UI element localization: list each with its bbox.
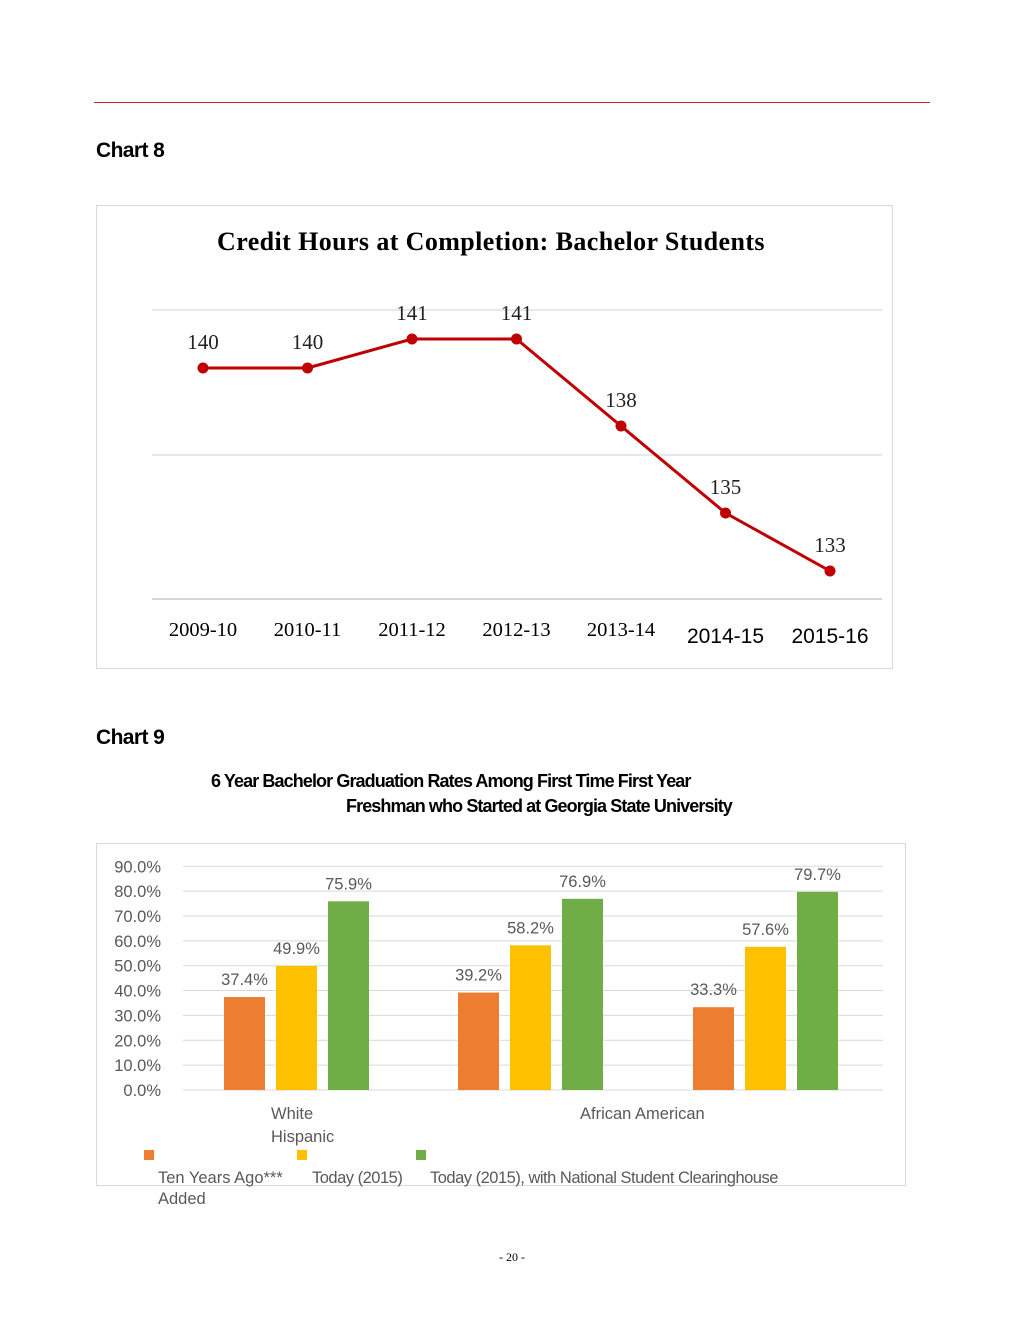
- chart8-data-point: [302, 363, 313, 374]
- chart9-y-tick-label: 60.0%: [114, 932, 161, 951]
- chart9-frame: [96, 843, 906, 1186]
- chart9-heading: Chart 9: [96, 726, 165, 749]
- chart8-data-label: 140: [291, 330, 324, 354]
- chart9-data-label: 49.9%: [273, 939, 320, 958]
- chart9-x-category-label: African American: [580, 1105, 705, 1123]
- chart8-x-tick-label: 2010-11: [273, 619, 342, 641]
- chart9-y-tick-label: 80.0%: [114, 883, 161, 902]
- chart9-data-label: 39.2%: [455, 966, 502, 985]
- chart9-y-tick-label: 30.0%: [114, 1007, 161, 1026]
- chart8-data-label: 141: [500, 301, 533, 325]
- chart8-frame: [96, 205, 893, 669]
- chart8-x-tick-label: 2012-13: [482, 619, 551, 641]
- chart9-legend-label: Today (2015), with National Student Clearinghouse: [430, 1169, 778, 1187]
- chart8-x-tick-label: 2015-16: [791, 625, 869, 648]
- chart8-data-point: [407, 334, 418, 345]
- chart9-x-category-label: Hispanic: [271, 1128, 335, 1146]
- chart9-data-label: 33.3%: [690, 981, 737, 1000]
- chart8-heading: Chart 8: [96, 139, 165, 162]
- chart8-data-label: 138: [605, 388, 637, 412]
- chart9-legend-label: Today (2015): [312, 1169, 403, 1187]
- chart9-title-line2: Freshman who Started at Georgia State University: [346, 796, 732, 816]
- chart9-data-label: 58.2%: [507, 919, 554, 938]
- header-rule: [94, 102, 930, 103]
- chart8-x-tick-label: 2014-15: [686, 625, 765, 648]
- chart8-data-point: [825, 566, 836, 577]
- chart8-data-label: 140: [187, 330, 219, 354]
- chart9-data-label: 75.9%: [325, 875, 372, 894]
- page-number: - 20 -: [499, 1250, 525, 1264]
- chart9-y-tick-label: 10.0%: [114, 1057, 161, 1076]
- chart9-y-tick-label: 40.0%: [114, 982, 161, 1001]
- chart8-data-point: [198, 363, 209, 374]
- chart8-x-tick-label: 2011-12: [378, 619, 446, 641]
- chart9-x-category-label: White: [271, 1105, 314, 1123]
- chart8-data-point: [616, 421, 627, 432]
- chart9-y-tick-label: 90.0%: [114, 858, 161, 877]
- chart9-data-label: 76.9%: [559, 872, 606, 891]
- chart8-title: Credit Hours at Completion: Bachelor Students: [217, 227, 765, 256]
- chart8-data-label: 133: [814, 533, 846, 557]
- chart8-x-tick-label: 2009-10: [168, 619, 238, 641]
- chart9-legend-label: Ten Years Ago***: [158, 1169, 283, 1187]
- chart9-y-tick-label: 70.0%: [114, 907, 161, 926]
- chart9-y-tick-label: 50.0%: [114, 957, 161, 976]
- chart9-data-label: 79.7%: [794, 865, 841, 884]
- chart8-data-point: [720, 508, 731, 519]
- chart8-data-label: 141: [396, 301, 428, 325]
- chart9-data-label: 57.6%: [742, 920, 789, 939]
- chart9-title-line1: 6 Year Bachelor Graduation Rates Among First Time First Year: [211, 771, 691, 791]
- chart8-data-point: [511, 334, 522, 345]
- chart9-y-tick-label: 20.0%: [114, 1032, 161, 1051]
- chart8-data-label: 135: [709, 475, 742, 499]
- credit-hours-line-chart: [97, 206, 892, 668]
- chart8-x-tick-label: 2013-14: [586, 619, 656, 641]
- chart9-y-tick-label: 0.0%: [123, 1082, 161, 1100]
- chart9-data-label: 37.4%: [221, 971, 268, 990]
- chart9-legend-label: Added: [158, 1190, 206, 1208]
